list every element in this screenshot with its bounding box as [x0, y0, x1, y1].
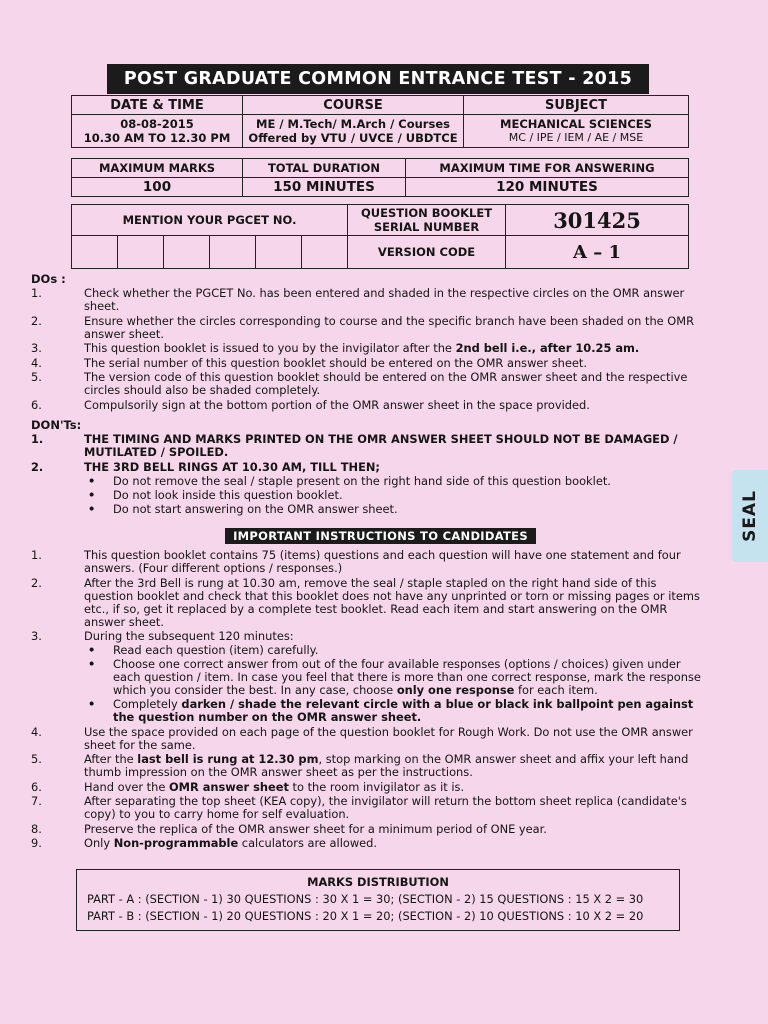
item-text: Ensure whether the circles corresponding to course and the specific branch have been shaded on the OMR answer sheet. — [84, 313, 695, 341]
marks-distribution-box — [76, 869, 680, 931]
date-time-label: DATE & TIME — [72, 96, 243, 115]
booklet-id-table — [71, 204, 689, 269]
max-time-label: MAXIMUM TIME FOR ANSWERING — [406, 159, 689, 178]
bullet-text: Do not remove the seal / staple present on the right hand side of this question booklet. — [113, 473, 611, 488]
part-a-line: PART - A : (SECTION - 1) 30 QUESTIONS : 30 X 1 = 30; (SECTION - 2) 15 QUESTIONS : 15 X 2 = 30 — [87, 892, 644, 906]
date-time-value — [72, 115, 243, 148]
seal-label: SEAL — [740, 490, 760, 542]
item-text: This question booklet contains 75 (items) questions and each question will have one statement and four answers. (Four different options / responses.) — [84, 548, 681, 575]
list-item — [31, 357, 703, 370]
serial-label-line-1: QUESTION BOOKLET — [361, 206, 493, 220]
bullet-bold-text: darken / shade the relevant circle with a blue or black ink ballpoint pen against the question number on the OMR answer sheet. — [113, 697, 694, 724]
exam-info-table — [71, 95, 689, 148]
bullet-text: Do not start answering on the OMR answer sheet. — [113, 501, 398, 516]
item-text: This question booklet is issued to you by the invigilator after the — [84, 341, 456, 355]
item-text: During the subsequent 120 minutes: — [84, 629, 294, 643]
max-marks-label: MAXIMUM MARKS — [72, 159, 243, 178]
pgcet-digit-box[interactable] — [118, 236, 164, 269]
subject-line-1: MECHANICAL SCIENCES — [500, 117, 652, 131]
bullet-item: • Do not start answering on the OMR answer sheet. — [88, 501, 398, 516]
pgcet-digit-box[interactable] — [302, 236, 348, 269]
list-item — [31, 342, 703, 355]
donts-heading: DON'Ts: — [31, 418, 82, 432]
course-line-2: Offered by VTU / UVCE / UBDTCE — [248, 131, 458, 145]
item-text: Compulsorily sign at the bottom portion of the OMR answer sheet in the space provided. — [84, 397, 590, 412]
bullet-item: • Do not look inside this question booklet. — [88, 487, 343, 502]
serial-number-value: 301425 — [506, 205, 689, 236]
item-text: After the — [84, 752, 138, 766]
bullet-item: • Completely darken / shade the relevant circle with a blue or black ink ballpoint pen against the question number on the OMR answer sheet. — [88, 697, 694, 724]
list-item — [31, 753, 703, 779]
item-text: , stop marking on the OMR answer sheet and affix your left hand thumb impression on the OMR answer sheet as per the instructions. — [84, 752, 689, 779]
total-duration-label: TOTAL DURATION — [243, 159, 406, 178]
course-value — [243, 115, 464, 148]
item-text: The serial number of this question booklet should be entered on the OMR answer sheet. — [84, 355, 587, 370]
donts-list — [31, 433, 703, 517]
pgcet-number-label: MENTION YOUR PGCET NO. — [72, 205, 348, 236]
item-number: 4. — [31, 724, 42, 739]
subject-value — [464, 115, 689, 148]
item-text: Check whether the PGCET No. has been entered and shaded in the respective circles on the OMR answer sheet. — [84, 286, 685, 313]
exam-title: POST GRADUATE COMMON ENTRANCE TEST - 2015 — [107, 64, 649, 94]
bullet-text: Do not look inside this question booklet. — [113, 487, 343, 502]
item-number: 6. — [31, 397, 42, 412]
course-label: COURSE — [243, 96, 464, 115]
serial-number-label — [348, 205, 506, 236]
item-text: Only — [84, 836, 114, 850]
dos-list — [31, 287, 703, 413]
list-item — [31, 577, 703, 629]
bullet-text: Read each question (item) carefully. — [113, 643, 319, 657]
dos-heading: DOs : — [31, 272, 66, 286]
list-item — [31, 371, 703, 397]
serial-label-line-2: SERIAL NUMBER — [373, 220, 480, 234]
item-text: After the 3rd Bell is rung at 10.30 am, remove the seal / staple stapled on the right hand side of this question booklet and check that this booklet does not have any unprinted or torn or missing pages or items etc., if so, get it replaced by a complete test booklet. Read each item and start answering on the OMR answer sheet. — [84, 575, 700, 629]
list-item — [31, 315, 703, 341]
list-item — [31, 549, 703, 575]
bullet-item: • Read each question (item) carefully. — [88, 643, 319, 657]
list-item — [31, 433, 703, 459]
important-instructions-heading: IMPORTANT INSTRUCTIONS TO CANDIDATES — [225, 528, 536, 544]
item-text: THE TIMING AND MARKS PRINTED ON THE OMR ANSWER SHEET SHOULD NOT BE DAMAGED / MUTILATED / SPOILED. — [84, 432, 678, 459]
list-item — [31, 795, 703, 821]
item-bold-text: last bell is rung at 12.30 pm — [137, 752, 319, 766]
item-text: After separating the top sheet (KEA copy), the invigilator will return the bottom sheet replica (candidate's copy) to you to carry home for self evaluation. — [84, 794, 687, 821]
bullet-text: Choose one correct answer from out of the four available responses (options / choices) given under each question / item. In case you feel that there is more than one correct response, mark the response which you consider the best. In any case, choose — [113, 657, 701, 697]
item-number: 6. — [31, 779, 42, 794]
marks-distribution-heading: MARKS DISTRIBUTION — [307, 875, 449, 889]
list-item — [31, 461, 703, 516]
item-text: to the room invigilator as it is. — [288, 779, 465, 794]
pgcet-digit-box[interactable] — [164, 236, 210, 269]
item-number: 7. — [31, 794, 42, 808]
item-text: The version code of this question booklet should be entered on the OMR answer sheet and the respective circles should also be shaded completely. — [84, 370, 688, 397]
max-marks-value: 100 — [72, 178, 243, 197]
bullet-bold-text: only one response — [396, 683, 515, 697]
item-text: Preserve the replica of the OMR answer sheet for a minimum period of ONE year. — [84, 821, 547, 836]
list-item — [31, 630, 703, 724]
marks-duration-table — [71, 158, 689, 197]
course-line-1: ME / M.Tech/ M.Arch / Courses — [256, 117, 450, 131]
bullet-text: Completely — [113, 697, 182, 711]
item-number: 3. — [31, 629, 42, 643]
list-item — [31, 399, 703, 412]
max-time-value: 120 MINUTES — [406, 178, 689, 197]
exam-time: 10.30 AM TO 12.30 PM — [83, 131, 231, 145]
item-number: 4. — [31, 355, 42, 370]
subject-line-2: MC / IPE / IEM / AE / MSE — [508, 131, 644, 144]
version-code-label: VERSION CODE — [348, 236, 506, 269]
item-number: 8. — [31, 821, 42, 836]
list-item — [31, 837, 703, 850]
part-b-line: PART - B : (SECTION - 1) 20 QUESTIONS : 20 X 1 = 20; (SECTION - 2) 10 QUESTIONS : 10 X 2 = 20 — [87, 909, 644, 923]
item-number: 1. — [31, 548, 42, 562]
item-text: THE 3RD BELL RINGS AT 10.30 AM, TILL THEN; — [84, 459, 380, 474]
list-item — [31, 823, 703, 836]
item-bold-text: 2nd bell i.e., after 10.25 am. — [455, 341, 640, 355]
item-number: 1. — [31, 286, 42, 300]
item-bold-text: OMR answer sheet — [168, 779, 289, 794]
item-number: 9. — [31, 836, 42, 850]
item-text: Hand over the — [84, 779, 169, 794]
item-bold-text: Non-programmable — [113, 836, 239, 850]
instructions-list — [31, 549, 703, 852]
item-number: 2. — [31, 575, 42, 590]
item-text: Use the space provided on each page of the question booklet for Rough Work. Do not use the OMR answer sheet for the same. — [84, 724, 693, 752]
bullet-item: • Do not remove the seal / staple present on the right hand side of this question booklet. — [88, 473, 611, 488]
pgcet-digit-box[interactable] — [256, 236, 302, 269]
pgcet-digit-box[interactable] — [210, 236, 256, 269]
list-item — [31, 781, 703, 794]
exam-date: 08-08-2015 — [120, 117, 194, 131]
item-number: 5. — [31, 370, 42, 384]
list-item — [31, 726, 703, 752]
pgcet-digit-box[interactable] — [72, 236, 118, 269]
item-number: 1. — [31, 432, 44, 446]
item-number: 3. — [31, 341, 42, 355]
list-item — [31, 287, 703, 313]
total-duration-value: 150 MINUTES — [243, 178, 406, 197]
subject-label: SUBJECT — [464, 96, 689, 115]
item-number: 5. — [31, 752, 42, 766]
bullet-text: for each item. — [514, 683, 598, 697]
item-text: calculators are allowed. — [238, 836, 378, 850]
item-number: 2. — [31, 459, 44, 474]
version-code-value: A – 1 — [506, 236, 689, 269]
bullet-item: • Choose one correct answer from out of the four available responses (options / choices) given under each question / item. In case you feel that there is more than one correct response, mark the response which you consider the best. In any case, choose only one response for each item. — [88, 657, 701, 697]
item-number: 2. — [31, 313, 42, 328]
